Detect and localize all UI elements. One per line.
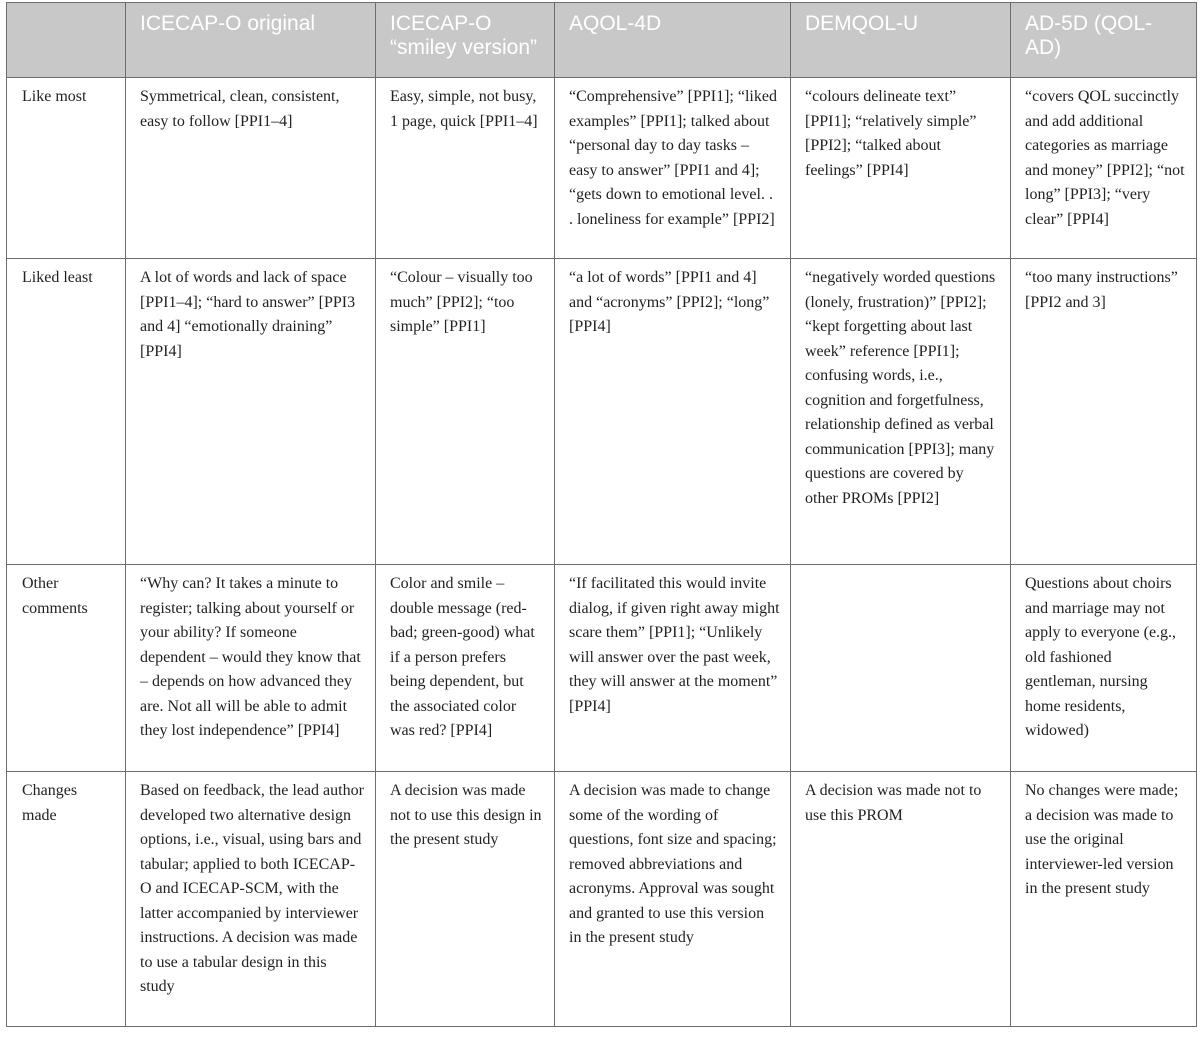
- header-row: [7, 3, 1197, 78]
- row-label: Changes made: [7, 772, 126, 1027]
- header-icecap-o-original: ICECAP-O original: [126, 3, 376, 78]
- header-icecap-o-smiley: ICECAP-O “smiley version”: [376, 3, 555, 78]
- table-row-liked-least: [7, 259, 1197, 565]
- row-label: Like most: [7, 78, 126, 259]
- row-label: Other comments: [7, 565, 126, 772]
- prom-feedback-table: [6, 2, 1197, 1027]
- table-cell: A decision was made to change some of the wording of questions, font size and spacing; removed abbreviations and acronyms. Approval was sought and granted to use this version in the present study: [555, 772, 791, 1027]
- table-cell: A decision was made not to use this PROM: [791, 772, 1011, 1027]
- row-label: Liked least: [7, 259, 126, 565]
- table-cell: “negatively worded questions (lonely, frustration)” [PPI2]; “kept forgetting about last week” reference [PPI1]; confusing words, i.e., cognition and forgetfulness, relationship defined as verbal communication [PPI3]; many questions are covered by other PROMs [PPI2]: [791, 259, 1011, 565]
- header-aqol-4d: AQOL-4D: [555, 3, 791, 78]
- table-cell: Questions about choirs and marriage may not apply to everyone (e.g., old fashioned gentleman, nursing home residents, widowed): [1011, 565, 1197, 772]
- table-cell: No changes were made; a decision was made to use the original interviewer-led version in the present study: [1011, 772, 1197, 1027]
- table-cell: “a lot of words” [PPI1 and 4] and “acronyms” [PPI2]; “long” [PPI4]: [555, 259, 791, 565]
- table-cell: A decision was made not to use this design in the present study: [376, 772, 555, 1027]
- table-cell: Based on feedback, the lead author developed two alternative design options, i.e., visual, using bars and tabular; applied to both ICECAP-O and ICECAP-SCM, with the latter accompanied by interviewer instructions. A decision was made to use a tabular design in this study: [126, 772, 376, 1027]
- table-cell: “colours delineate text” [PPI1]; “relatively simple” [PPI2]; “talked about feelings” [PPI4]: [791, 78, 1011, 259]
- table-row-changes-made: [7, 772, 1197, 1027]
- table-cell: Color and smile – double message (red-bad; green-good) what if a person prefers being dependent, but the associated color was red? [PPI4]: [376, 565, 555, 772]
- table-cell: “too many instructions” [PPI2 and 3]: [1011, 259, 1197, 565]
- header-demqol-u: DEMQOL-U: [791, 3, 1011, 78]
- table-cell: A lot of words and lack of space [PPI1–4]; “hard to answer” [PPI3 and 4] “emotionally draining” [PPI4]: [126, 259, 376, 565]
- table-cell: Easy, simple, not busy, 1 page, quick [PPI1–4]: [376, 78, 555, 259]
- table-cell: “Why can? It takes a minute to register; talking about yourself or your ability? If someone dependent – would they know that – depends on how advanced they are. Not all will be able to admit they lost independence” [PPI4]: [126, 565, 376, 772]
- header-corner-cell: [7, 3, 126, 78]
- table-cell: “covers QOL succinctly and add additional categories as marriage and money” [PPI2]; “not long” [PPI3]; “very clear” [PPI4]: [1011, 78, 1197, 259]
- table-cell: [791, 565, 1011, 772]
- table-row-other-comments: [7, 565, 1197, 772]
- table-cell: “If facilitated this would invite dialog, if given right away might scare them” [PPI1]; “Unlikely will answer over the past week, they will answer at the moment” [PPI4]: [555, 565, 791, 772]
- table-cell: “Colour – visually too much” [PPI2]; “too simple” [PPI1]: [376, 259, 555, 565]
- table-row-like-most: [7, 78, 1197, 259]
- table-cell: Symmetrical, clean, consistent, easy to follow [PPI1–4]: [126, 78, 376, 259]
- header-ad-5d: AD-5D (QOL-AD): [1011, 3, 1197, 78]
- table-cell: “Comprehensive” [PPI1]; “liked examples” [PPI1]; talked about “personal day to day tasks – easy to answer” [PPI1 and 4]; “gets down to emotional level. . . loneliness for example” [PPI2]: [555, 78, 791, 259]
